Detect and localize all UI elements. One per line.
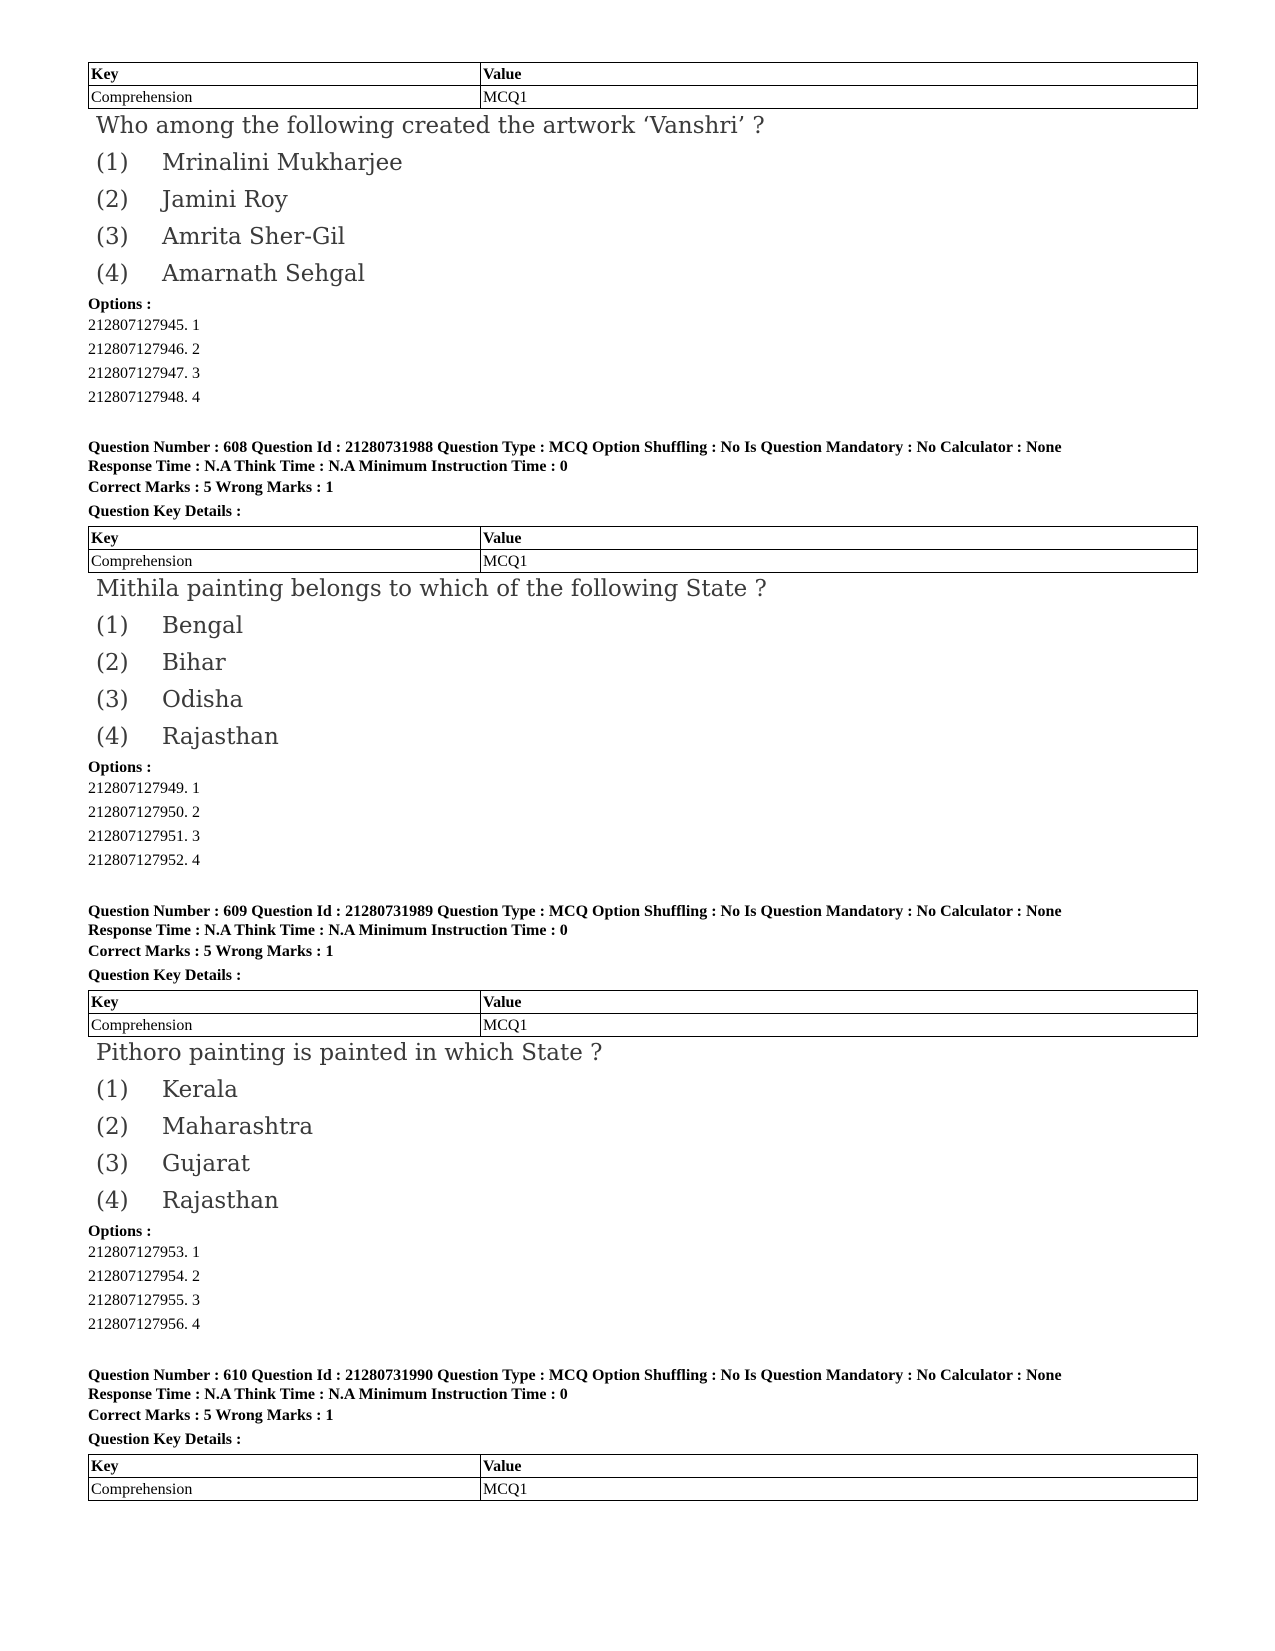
option-id: 212807127952. 4 <box>88 852 200 869</box>
question-meta-610 <box>88 1366 1198 1452</box>
choice-number: (2) <box>96 1114 129 1140</box>
question-meta-line: Response Time : N.A Think Time : N.A Minimum Instruction Time : 0 <box>88 1386 568 1403</box>
table-header-value: Value <box>481 63 1198 86</box>
table-cell-key: Comprehension <box>89 1478 481 1501</box>
options-list-0 <box>88 296 1198 410</box>
choice-item <box>96 1072 602 1109</box>
choice-item <box>96 1109 602 1146</box>
choice-item <box>96 719 767 756</box>
choice-number: (3) <box>96 1151 129 1177</box>
table-cell-value: MCQ1 <box>481 1014 1198 1037</box>
table-header-key: Key <box>89 63 481 86</box>
key-value-table-0 <box>88 62 1198 109</box>
option-id: 212807127954. 2 <box>88 1268 200 1285</box>
option-id: 212807127953. 1 <box>88 1244 200 1261</box>
option-id: 212807127951. 3 <box>88 828 200 845</box>
question-meta-line: Response Time : N.A Think Time : N.A Minimum Instruction Time : 0 <box>88 458 568 475</box>
option-id: 212807127956. 4 <box>88 1316 200 1333</box>
table-header-value: Value <box>481 527 1198 550</box>
table-cell-key: Comprehension <box>89 550 481 573</box>
choice-number: (1) <box>96 150 129 176</box>
table-header-key: Key <box>89 1455 481 1478</box>
option-id: 212807127955. 3 <box>88 1292 200 1309</box>
table-cell-key: Comprehension <box>89 86 481 109</box>
choice-text: Amarnath Sehgal <box>162 261 365 287</box>
table-header-value: Value <box>481 1455 1198 1478</box>
option-id: 212807127949. 1 <box>88 780 200 797</box>
choice-text: Odisha <box>162 687 244 713</box>
options-list-608 <box>88 759 1198 873</box>
question-text: Who among the following created the artwork ‘Vanshri’ ? <box>96 113 765 139</box>
table-cell-key: Comprehension <box>89 1014 481 1037</box>
question-image-608 <box>96 571 767 756</box>
question-meta-608 <box>88 438 1198 524</box>
choice-item <box>96 608 767 645</box>
choice-text: Maharashtra <box>162 1114 314 1140</box>
choice-text: Amrita Sher-Gil <box>162 224 346 250</box>
key-details-label: Question Key Details : <box>88 967 242 984</box>
choice-item <box>96 1183 602 1220</box>
choice-text: Jamini Roy <box>162 187 288 213</box>
marks-line: Correct Marks : 5 Wrong Marks : 1 <box>88 479 334 496</box>
option-id: 212807127945. 1 <box>88 317 200 334</box>
key-value-table-610 <box>88 1454 1198 1501</box>
question-text: Mithila painting belongs to which of the following State ? <box>96 576 767 602</box>
options-label: Options : <box>88 1223 152 1240</box>
question-meta-line: Response Time : N.A Think Time : N.A Minimum Instruction Time : 0 <box>88 922 568 939</box>
table-cell-value: MCQ1 <box>481 1478 1198 1501</box>
option-id: 212807127948. 4 <box>88 389 200 406</box>
choice-text: Bengal <box>162 613 244 639</box>
table-header-value: Value <box>481 991 1198 1014</box>
choice-text: Kerala <box>162 1077 238 1103</box>
options-label: Options : <box>88 759 152 776</box>
marks-line: Correct Marks : 5 Wrong Marks : 1 <box>88 1407 334 1424</box>
question-meta-609 <box>88 902 1198 988</box>
choice-item <box>96 145 765 182</box>
choice-item <box>96 645 767 682</box>
question-meta-line: Question Number : 608 Question Id : 21280731988 Question Type : MCQ Option Shuffling : No Is Question Mandatory : No Calculator : None <box>88 439 1062 456</box>
question-image-609 <box>96 1035 602 1220</box>
choice-number: (3) <box>96 687 129 713</box>
choice-number: (3) <box>96 224 129 250</box>
choice-number: (4) <box>96 261 129 287</box>
choice-text: Gujarat <box>162 1151 250 1177</box>
choice-item <box>96 1146 602 1183</box>
choice-number: (2) <box>96 187 129 213</box>
option-id: 212807127947. 3 <box>88 365 200 382</box>
question-image-0 <box>96 108 765 293</box>
option-id: 212807127946. 2 <box>88 341 200 358</box>
table-cell-value: MCQ1 <box>481 86 1198 109</box>
choice-number: (2) <box>96 650 129 676</box>
table-header-key: Key <box>89 991 481 1014</box>
choice-text: Mrinalini Mukharjee <box>162 150 403 176</box>
choice-text: Bihar <box>162 650 226 676</box>
choice-number: (1) <box>96 613 129 639</box>
choice-item <box>96 219 765 256</box>
key-value-table-609 <box>88 990 1198 1037</box>
choice-item <box>96 256 765 293</box>
question-meta-line: Question Number : 609 Question Id : 21280731989 Question Type : MCQ Option Shuffling : No Is Question Mandatory : No Calculator : None <box>88 903 1062 920</box>
table-header-key: Key <box>89 527 481 550</box>
choice-number: (4) <box>96 1188 129 1214</box>
key-details-label: Question Key Details : <box>88 503 242 520</box>
choice-text: Rajasthan <box>162 724 279 750</box>
marks-line: Correct Marks : 5 Wrong Marks : 1 <box>88 943 334 960</box>
options-list-609 <box>88 1223 1198 1337</box>
key-value-table-608 <box>88 526 1198 573</box>
choice-item <box>96 182 765 219</box>
choice-text: Rajasthan <box>162 1188 279 1214</box>
question-meta-line: Question Number : 610 Question Id : 21280731990 Question Type : MCQ Option Shuffling : No Is Question Mandatory : No Calculator : None <box>88 1367 1062 1384</box>
choice-number: (1) <box>96 1077 129 1103</box>
question-text: Pithoro painting is painted in which State ? <box>96 1040 603 1066</box>
table-cell-value: MCQ1 <box>481 550 1198 573</box>
options-label: Options : <box>88 296 152 313</box>
choice-number: (4) <box>96 724 129 750</box>
option-id: 212807127950. 2 <box>88 804 200 821</box>
choice-item <box>96 682 767 719</box>
key-details-label: Question Key Details : <box>88 1431 242 1448</box>
